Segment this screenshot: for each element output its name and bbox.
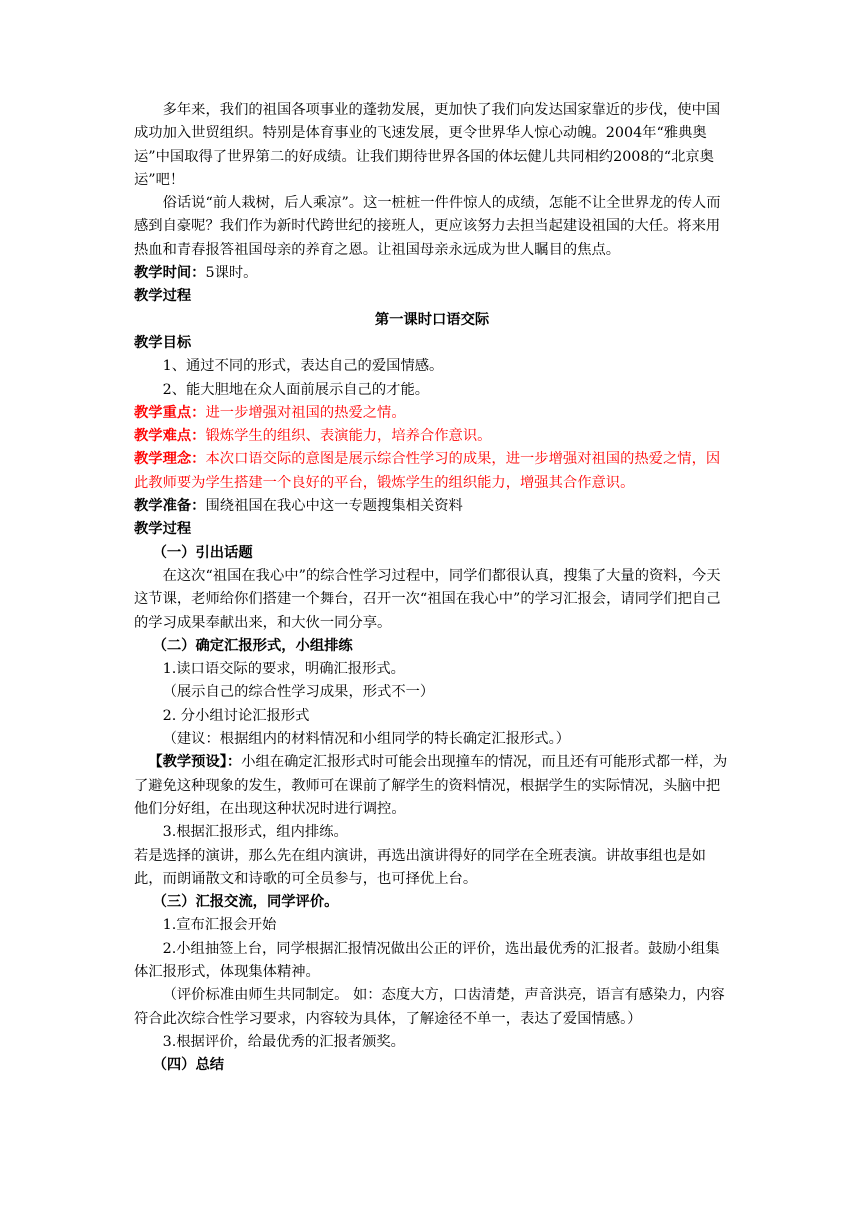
section-4-heading: （四）总结: [152, 1057, 225, 1074]
teaching-preset: [134, 751, 730, 821]
process-heading: 教学过程: [134, 288, 192, 305]
section-3-line: （评价标准由师生共同制定。 如：态度大方，口齿清楚，声音洪亮，语言有感染力，内容符合此次综合性学习要求，内容较为具体，了解途径不单一，表达了爱国情感。）: [134, 987, 725, 1027]
section-2-heading: （二）确定汇报形式，小组排练: [152, 637, 353, 654]
teaching-prep: [134, 495, 730, 518]
section-2-line: （建议：根据组内的材料情况和小组同学的特长确定汇报形式。）: [162, 731, 571, 748]
key-point: [134, 402, 730, 425]
section-2-line: 3.根据汇报形式，组内排练。: [162, 824, 348, 841]
section-3-line: 3.根据评价，给最优秀的汇报者颁奖。: [162, 1033, 405, 1050]
document-body: [134, 99, 730, 1077]
intro-paragraph-1: 多年来，我们的祖国各项事业的蓬勃发展，更加快了我们向发达国家靠近的步伐，使中国成功加入世贸组织。特别是体育事业的飞速发展，更令世界华人惊心动魄。2004年“雅典奥运”中国取得了世界第二的好成绩。让我们期待世界各国的体坛健儿共同相约2008的“北京奥运”吧！: [134, 102, 721, 188]
preset-text: 小组在确定汇报形式时可能会出现撞车的情况，而且还有可能形式都一样，为了避免这种现象的发生，教师可在课前了解学生的资料情况，根据学生的实际情况，头脑中把他们分好组，在出现这种状况时进行调控。: [134, 754, 728, 817]
prep-value: 围绕祖国在我心中这一专题搜集相关资料: [205, 498, 463, 515]
teaching-time-value: 5课时。: [205, 265, 258, 282]
teaching-concept: [134, 448, 730, 495]
lesson-title: 第一课时口语交际: [374, 311, 490, 328]
difficulty-value: 锻炼学生的组织、表演能力，培养合作意识。: [205, 428, 492, 445]
process-heading-2: 教学过程: [134, 521, 192, 538]
preset-label: 【教学预设】：: [148, 754, 242, 771]
difficulty-label: 教学难点：: [134, 428, 206, 445]
section-1-heading: （一）引出话题: [152, 544, 253, 561]
section-1-text: 在这次“祖国在我心中”的综合性学习过程中，同学们都很认真，搜集了大量的资料，今天这节课，老师给你们搭建一个舞台，召开一次“祖国在我心中”的学习汇报会，请同学们把自己的学习成果奉献出来，和大伙一同分享。: [134, 567, 721, 631]
prep-label: 教学准备：: [134, 498, 206, 515]
section-2-line: 1.读口语交际的要求，明确汇报形式。: [162, 661, 405, 678]
section-3-heading: （三）汇报交流，同学评价。: [152, 894, 339, 911]
difficulty: [134, 425, 730, 448]
teaching-time-label: 教学时间：: [134, 265, 206, 282]
goal-item: 1、通过不同的形式，表达自己的爱国情感。: [162, 358, 444, 375]
concept-label: 教学理念：: [134, 451, 206, 468]
key-point-label: 教学重点：: [134, 404, 206, 421]
section-3-line: 1.宣布汇报会开始: [162, 917, 277, 934]
key-point-value: 进一步增强对祖国的热爱之情。: [205, 404, 406, 421]
section-3-line: 2.小组抽签上台，同学根据汇报情况做出公正的评价，选出最优秀的汇报者。鼓励小组集体汇报形式，体现集体精神。: [134, 940, 720, 980]
intro-paragraph-2: 俗话说“前人栽树，后人乘凉”。这一桩桩一件件惊人的成绩，怎能不让全世界龙的传人而感到自豪呢？我们作为新时代跨世纪的接班人，更应该努力去担当起建设祖国的大任。将来用热血和青春报答祖国母亲的养育之恩。让祖国母亲永远成为世人瞩目的焦点。: [134, 195, 721, 258]
teaching-time: [134, 262, 730, 285]
section-2-line: （展示自己的综合性学习成果，形式不一）: [162, 684, 435, 701]
goal-item: 2、能大胆地在众人面前展示自己的才能。: [162, 381, 430, 398]
section-2-line: 若是选择的演讲，那么先在组内演讲，再选出演讲得好的同学在全班表演。讲故事组也是如此，而朗诵散文和诗歌的可全员参与，也可择优上台。: [134, 847, 706, 887]
concept-value: 本次口语交际的意图是展示综合性学习的成果，进一步增强对祖国的热爱之情，因此教师要为学生搭建一个良好的平台，锻炼学生的组织能力，增强其合作意识。: [134, 451, 721, 491]
section-2-line: 2. 分小组讨论汇报形式: [162, 707, 310, 724]
goals-heading: 教学目标: [134, 334, 192, 351]
